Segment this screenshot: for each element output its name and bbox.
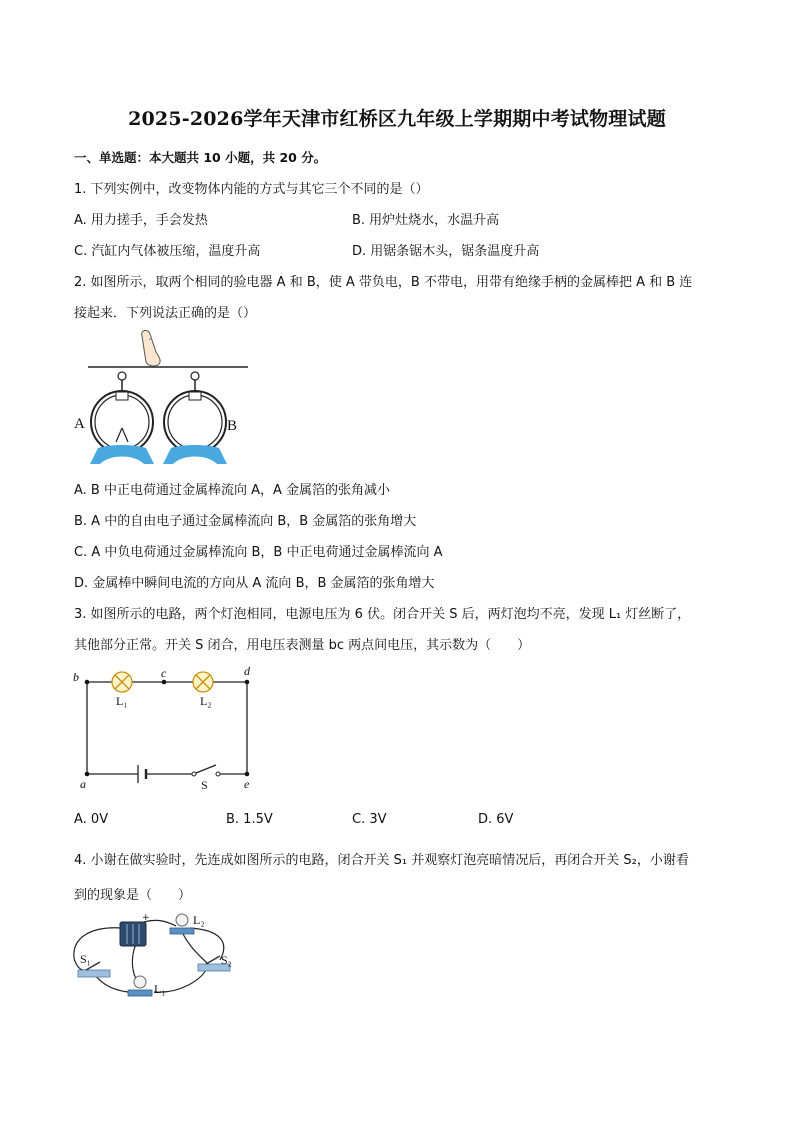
question-3-stem-line-2: 其他部分正常。开关 S 闭合，用电压表测量 bc 两点间电压，其示数为（ ） — [74, 638, 531, 653]
figure-label-a: A — [74, 416, 85, 432]
question-2-option-d: D. 金属棒中瞬间电流的方向从 A 流向 B，B 金属箔的张角增大 — [74, 576, 435, 591]
question-3-option-d: D. 6V — [478, 812, 514, 827]
lamp-label-l1: L₁ — [116, 694, 128, 708]
question-1-option-c: C. 汽缸内气体被压缩，温度升高 — [74, 244, 261, 259]
finger-icon — [142, 330, 160, 366]
question-2-stem-line-1: 2. 如图所示，取两个相同的验电器 A 和 B，使 A 带负电，B 不带电，用带有绝缘手柄的金属棒把 A 和 B 连 — [74, 275, 693, 290]
node-label-d: d — [244, 664, 250, 678]
lamp-l2-icon — [170, 914, 194, 934]
question-2-option-b: B. A 中的自由电子通过金属棒流向 B，B 金属箔的张角增大 — [74, 514, 417, 529]
switch-label-s1: S₁ — [80, 952, 91, 966]
section-heading: 一、单选题：本大题共 10 小题，共 20 分。 — [74, 150, 327, 165]
question-4-stem-line-2: 到的现象是（ ） — [74, 888, 192, 903]
battery-icon — [138, 765, 146, 783]
battery-icon — [120, 913, 150, 946]
question-2-option-a: A. B 中正电荷通过金属棒流向 A，A 金属箔的张角减小 — [74, 483, 391, 498]
lamp-label-l2: L₂ — [193, 913, 205, 927]
lamp-label-l1: L₁ — [154, 982, 166, 996]
node-label-b: b — [73, 670, 79, 684]
electroscope-figure — [70, 328, 250, 468]
question-2-stem-line-2: 接起来．下列说法正确的是（） — [74, 306, 257, 321]
figure-label-b: B — [227, 418, 238, 434]
electroscope-a — [90, 372, 154, 464]
node-label-a: a — [80, 777, 86, 791]
question-3-stem-line-1: 3. 如图所示的电路，两个灯泡相同，电源电压为 6 伏。闭合开关 S 后，两灯泡均不亮，发现 L₁ 灯丝断了， — [74, 607, 691, 622]
switch-s-icon — [192, 765, 220, 776]
page-title: 2025-2026学年天津市红桥区九年级上学期期中考试物理试题 — [128, 108, 666, 130]
switch-label-s: S — [201, 778, 208, 792]
question-4-stem-line-1: 4. 小谢在做实验时，先连成如图所示的电路，闭合开关 S₁ 并观察灯泡亮暗情况后，再闭合开关 S₂，小谢看 — [74, 853, 689, 868]
series-circuit-figure — [70, 662, 270, 792]
question-1-option-a: A. 用力搓手，手会发热 — [74, 213, 208, 228]
question-1-stem: 1. 下列实例中，改变物体内能的方式与其它三个不同的是（） — [74, 182, 429, 197]
node-label-c: c — [161, 666, 167, 680]
lamp-l2-icon — [193, 672, 213, 692]
svg-text:+: + — [142, 913, 150, 923]
question-1-option-b: B. 用炉灶烧水，水温升高 — [352, 213, 500, 228]
electroscope-b — [163, 372, 227, 464]
lamp-l1-icon — [128, 976, 152, 996]
lamp-l1-icon — [112, 672, 132, 692]
question-3-option-c: C. 3V — [352, 812, 387, 827]
question-3-option-b: B. 1.5V — [226, 812, 273, 827]
node-label-e: e — [244, 777, 250, 791]
question-2-option-c: C. A 中负电荷通过金属棒流向 B，B 中正电荷通过金属棒流向 A — [74, 545, 443, 560]
switch-label-s2: S₂ — [221, 953, 232, 967]
question-1-option-d: D. 用锯条锯木头，锯条温度升高 — [352, 244, 540, 259]
question-3-option-a: A. 0V — [74, 812, 109, 827]
lamp-label-l2: L₂ — [200, 694, 212, 708]
